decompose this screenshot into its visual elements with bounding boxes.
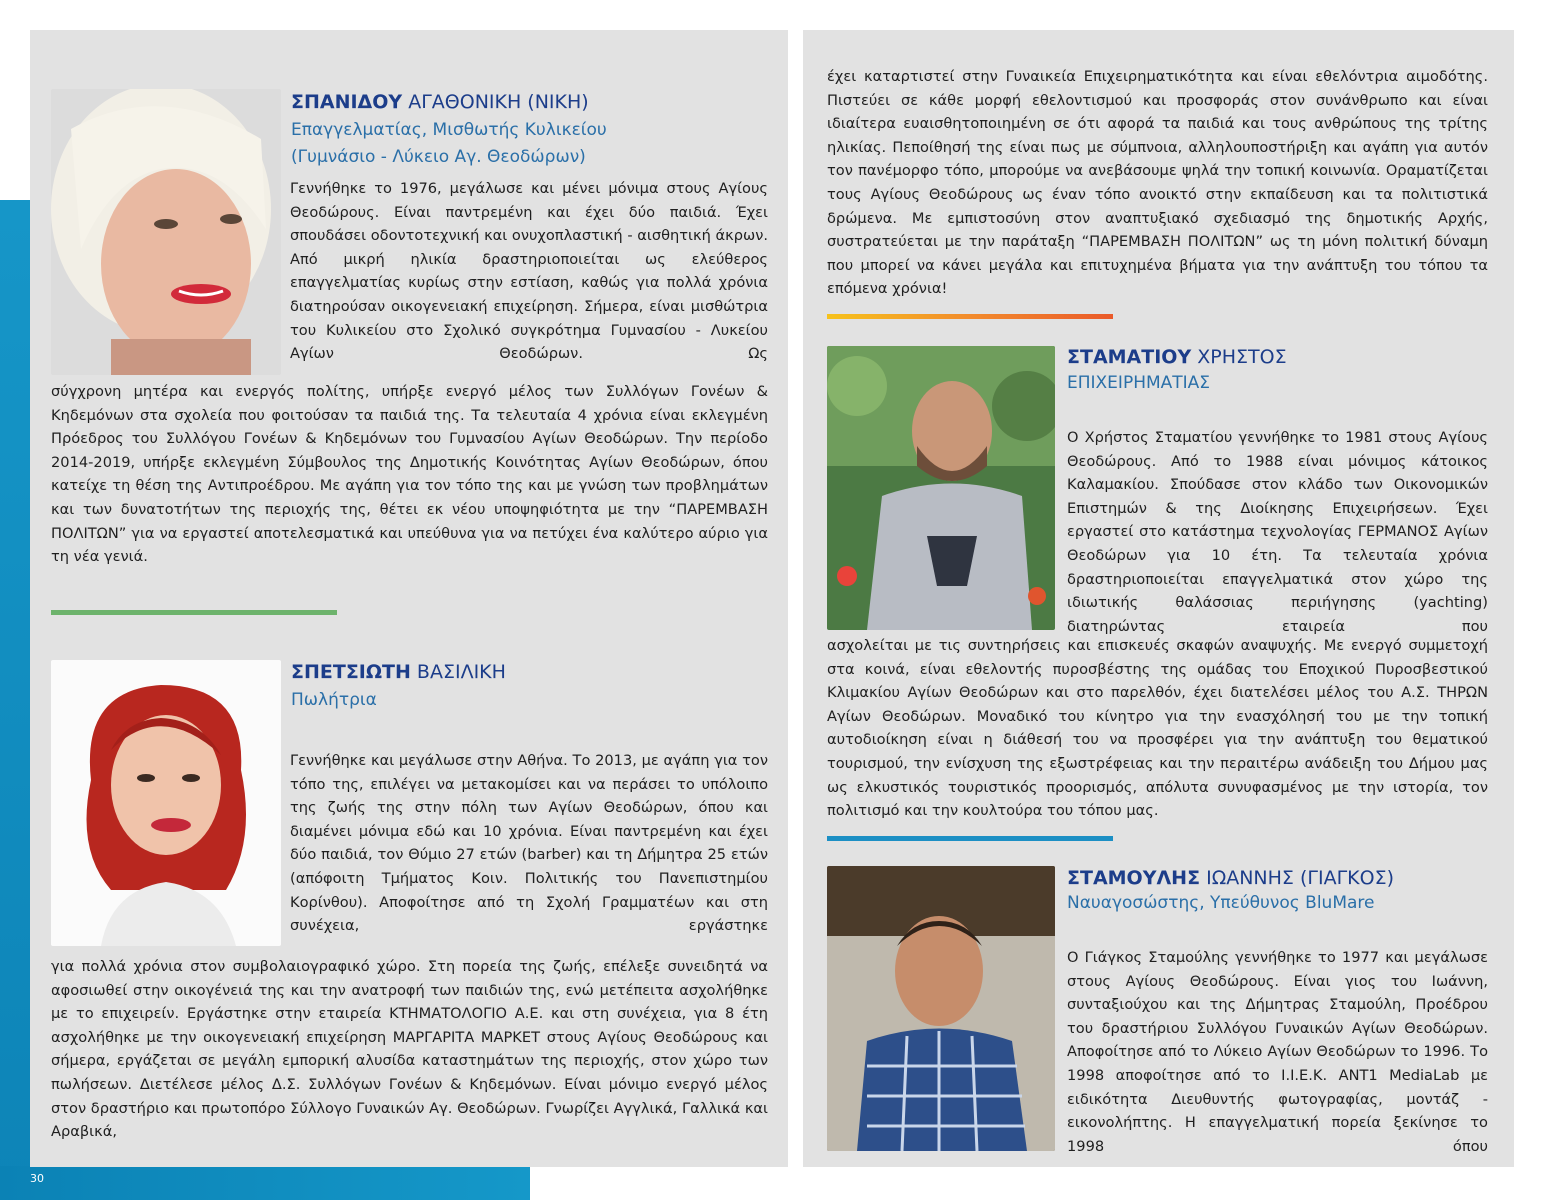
bio-side-spanidou: Γεννήθηκε το 1976, μεγάλωσε και μένει μόνιμα στους Αγίους Θεοδώρους. Είναι παντρεμένη και έχει δύο παιδιά. Έχει σπουδάσει οδοντοτεχνική και ονυχοπλαστική - αισθητική άκρων. Από μικρή ηλικία δραστηριοποιείται ως ελεύθερος επαγγελματίας κυρίως στην εστίαση, καθώς για πολλά χρόνια διατηρούσαν οικογενειακή επιχείρηση. Σήμερα, είναι μισθώτρια του Κυλικείου στο Σχολικό συγκρότημα Γυμνασίου - Λυκείου Αγίων Θεοδώρων. Ως bbox=[290, 180, 768, 363]
bio-full-spetsioti: για πολλά χρόνια στον συμβολαιογραφικό χώρο. Στη πορεία της ζωής, επέλεξε συνειδητά να αφοσιωθεί στην οικογένειά της και την ανατροφή των παιδιών της, ενώ μετέπειτα ασχολήθηκε με το επιχειρείν. Εργάστηκε στην εταιρεία ΚΤΗΜΑΤΟΛΟΓΙΟ Α.Ε. και στη συνέχεια, για 8 έτη ασχολήθηκε με την οικογενειακή επιχείρηση ΜΑΡΓΑΡΙΤΑ ΜΑΡΚΕΤ στους Αγίους Θεοδώρους και σήμερα, εργάζεται σε μεγάλη εμπορική αλυσίδα καταστημάτων της περιοχής, στον χώρο των πωλήσεων. Διετέλεσε μέλος Δ.Σ. Συλλόγων Γονέων & Κηδεμόνων. Είναι μόνιμο ενεργό μέλος στον δραστήριο και πρωτοπόρο Σύλλογο Γυναικών Αγ. Θεοδώρων. Γνωρίζει Αγγλικά, Γαλλικά και Αραβικά, bbox=[51, 958, 768, 1141]
candidate-name-spetsioti bbox=[291, 661, 506, 683]
bio-side-stamoulis: Ο Γιάγκος Σταμούλης γεννήθηκε το 1977 και μεγάλωσε στους Αγίους Θεοδώρους. Είναι γιος του Ιωάννη, συνταξιούχου και της Δήμητρας Σταμούλη, Προέδρου του δραστήριου Συλλόγου Γυναικών Αγίων Θεοδώρων. Αποφοίτησε από το Λύκειο Αγίων Θεοδώρων το 1996. Το 1998 αποφοίτησε από το Ι.Ι.Ε.Κ. ΑΝΤ1 MediaLab με ειδικότητα Διευθυντής φωτογραφίας, μοντάζ - εικονολήπτης. Η επαγγελματική πορεία ξεκίνησε το 1998 όπου bbox=[1067, 949, 1488, 1155]
portrait-spanidou bbox=[51, 89, 281, 375]
candidate-name-stamoulis bbox=[1067, 867, 1394, 889]
candidate-name-spanidou bbox=[291, 91, 589, 113]
divider-blue bbox=[827, 836, 1113, 841]
candidate-name-stamatiou bbox=[1067, 346, 1287, 368]
surname: ΣΤΑΜΑΤΙΟΥ bbox=[1067, 346, 1192, 368]
portrait-spetsioti bbox=[51, 660, 281, 946]
role-line: Επαγγελματίας, Μισθωτής Κυλικείου bbox=[291, 120, 607, 140]
bio-full-stamatiou: ασχολείται με τις συντηρήσεις και επισκευές σκαφών αναψυχής. Με ενεργό συμμετοχή στα κοινά, είναι εθελοντής πυροσβέστης της ομάδας του Εποχικού Πυροσβεστικού Κλιμακίου Αγίων Θεοδώρων και στο παρελθόν, έχει διατελέσει μέλος του Α.Σ. ΤΗΡΩΝ Αγίων Θεοδώρων. Μοναδικό του κίνητρο για την ενασχόλησή του με την τοπική αυτοδιοίκηση είναι η διάθεσή του να προσφέρει για την ανάπτυξη του θεματικού τουρισμού, την ενίσχυση της εξωστρέφειας και την περαιτέρω ανάδειξη του Δήμου μας ως ελκυστικός τουριστικός προορισμός, απόλυτα συνυφασμένος με την ιστορία, τον πολιτισμό και την κουλτούρα του τόπου μας. bbox=[827, 637, 1488, 820]
given-name: ΑΓΑΘΟΝΙΚΗ (ΝΙΚΗ) bbox=[402, 91, 589, 113]
surname: ΣΠΕΤΣΙΩΤΗ bbox=[291, 661, 411, 683]
accent-bar-bottom bbox=[0, 1166, 530, 1200]
bio-continuation-spetsioti: έχει καταρτιστεί στην Γυναικεία Επιχειρηματικότητα και είναι εθελόντρια αιμοδότης. Πιστεύει σε κάθε μορφή εθελοντισμού και προσφοράς στον συνάνθρωπο και είναι ιδιαίτερα ευαισθητοποιημένη σε ότι αφορά τα παιδιά και τους ανθρώπους της τρίτης ηλικίας. Πεποίθησή της είναι πως με σύμπνοια, αλληλουποστήριξη και αγάπη για αυτόν τον πανέμορφο τόπο, μπορούμε να ανεβάσουμε ψηλά την τοπική κοινωνία. Οραματίζεται τους Αγίους Θεοδώρους ως έναν τόπο ανοικτό στην εκπαίδευση και τα πολιτιστικά δρώμενα. Με εμπιστοσύνη στον αναπτυξιακό σχεδιασμό της δημοτικής Αρχής, συστρατεύεται με την παράταξη “ΠΑΡΕΜΒΑΣΗ ΠΟΛΙΤΩΝ” ως τη μόνη πολιτική δύναμη που μπορεί να κάνει μεγάλα και επιτυχημένα βήματα για την ανάπτυξη του τόπου τα επόμενα χρόνια! bbox=[827, 68, 1488, 298]
surname: ΣΤΑΜΟΥΛΗΣ bbox=[1067, 867, 1201, 889]
candidate-role-stamoulis bbox=[1067, 890, 1497, 917]
role-line: Πωλήτρια bbox=[291, 690, 377, 710]
given-name: ΒΑΣΙΛΙΚΗ bbox=[410, 661, 506, 683]
accent-bar-left bbox=[0, 200, 30, 1200]
divider-orange bbox=[827, 314, 1113, 319]
given-name: ΧΡΗΣΤΟΣ bbox=[1191, 346, 1287, 368]
divider-green bbox=[51, 610, 337, 615]
left-page-panel bbox=[30, 30, 788, 1167]
role-line: Ναυαγοσώστης, Υπεύθυνος BluMare bbox=[1067, 893, 1375, 913]
right-page-panel bbox=[803, 30, 1514, 1167]
given-name: ΙΩΑΝΝΗΣ (ΓΙΑΓΚΟΣ) bbox=[1200, 867, 1394, 889]
portrait-stamoulis bbox=[827, 866, 1055, 1151]
candidate-role-stamatiou bbox=[1067, 370, 1497, 397]
page-number: 30 bbox=[30, 1172, 44, 1185]
bio-side-stamatiou: Ο Χρήστος Σταματίου γεννήθηκε το 1981 στους Αγίους Θεοδώρους. Από το 1988 είναι μόνιμος κάτοικος Καλαμακίου. Σπούδασε στον κλάδο των Οικονομικών Επιστημών & της Διοίκησης Επιχειρήσεων. Έχει εργαστεί στο κατάστημα τεχνολογίας ΓΕΡΜΑΝΟΣ Αγίων Θεοδώρων για 10 έτη. Τα τελευταία χρόνια δραστηριοποιείται επαγγελματικά στον χώρο της ιδιωτικής θαλάσσιας περιήγησης (yachting) διατηρώντας εταιρεία που bbox=[1067, 429, 1488, 635]
role-line: ΕΠΙΧΕΙΡΗΜΑΤΙΑΣ bbox=[1067, 373, 1211, 393]
bio-full-spanidou: σύγχρονη μητέρα και ενεργός πολίτης, υπήρξε ενεργό μέλος των Συλλόγων Γονέων & Κηδεμόνων στα σχολεία που φοιτούσαν τα παιδιά της. Τα τελευταία 4 χρόνια είναι εκλεγμένη Πρόεδρος του Συλλόγου Γονέων & Κηδεμόνων του Γυμνασίου Αγίων Θεοδώρων. Την περίοδο 2014-2019, υπήρξε εκλεγμένη Σύμβουλος της Δημοτικής Κοινότητας Αγίων Θεοδώρων, όπου κατείχε τη θέση της Αντιπροέδρου. Με αγάπη για τον τόπο της και με γνώση των προβλημάτων και των δυνατοτήτων της περιοχής της, θέτει εκ νέου υποψηφιότητα με την “ΠΑΡΕΜΒΑΣΗ ΠΟΛΙΤΩΝ” για να εργαστεί αποτελεσματικά και υπεύθυνα για να πετύχει ένα καλύτερο αύριο για τη νέα γενιά. bbox=[51, 383, 768, 566]
surname: ΣΠΑΝΙΔΟΥ bbox=[291, 91, 403, 113]
portrait-stamatiou bbox=[827, 346, 1055, 630]
bio-side-spetsioti: Γεννήθηκε και μεγάλωσε στην Αθήνα. Το 2013, με αγάπη για τον τόπο της, επιλέγει να μετακομίσει και να περάσει το υπόλοιπο της ζωής της στην πόλη των Αγίων Θεοδώρων, όπου και διαμένει μόνιμα εδώ και 10 χρόνια. Είναι παντρεμένη και έχει δύο παιδιά, τον Θύμιο 27 ετών (barber) και τη Δήμητρα 25 ετών (απόφοιτη Τμήματος Κοιν. Πολιτικής του Πανεπιστημίου Κορίνθου). Αποφοίτησε από τη Σχολή Γραμματέων και στη συνέχεια, εργάστηκε bbox=[290, 752, 768, 935]
role-line: (Γυμνάσιο - Λύκειο Αγ. Θεοδώρων) bbox=[291, 147, 586, 167]
candidate-role-spetsioti bbox=[291, 687, 761, 714]
candidate-role-spanidou bbox=[291, 117, 761, 171]
